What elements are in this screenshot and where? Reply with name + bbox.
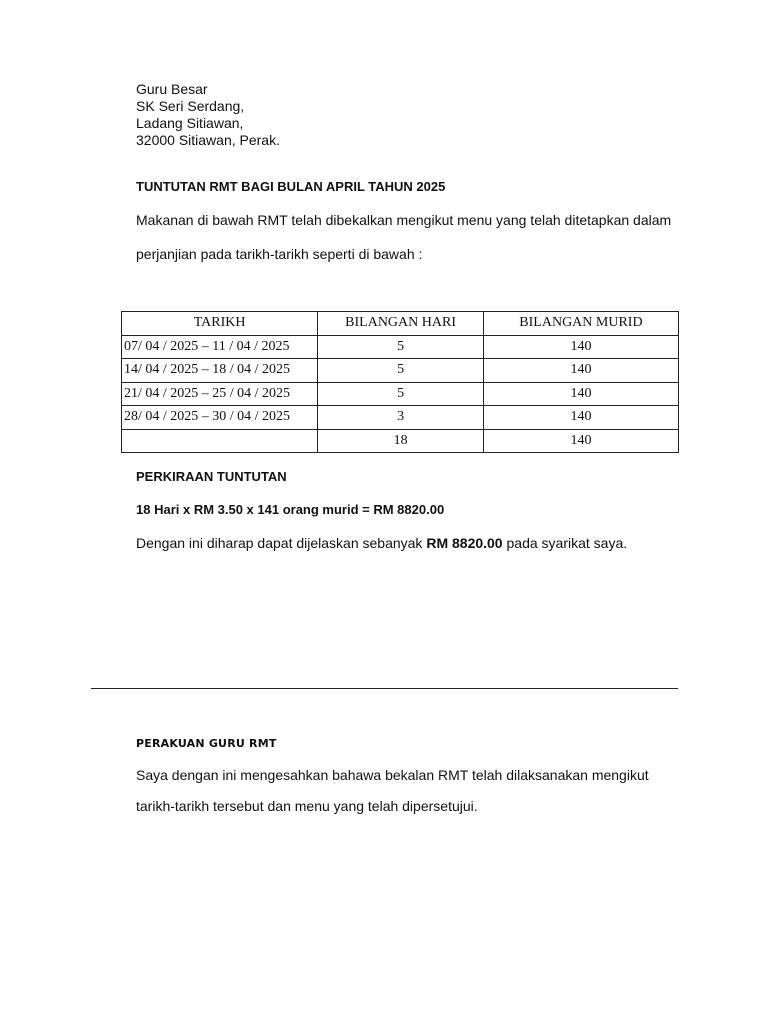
table-row xyxy=(122,359,679,383)
table-row xyxy=(122,382,679,406)
cell-tarikh: 14/ 04 / 2025 – 18 / 04 / 2025 xyxy=(122,359,318,383)
table-row xyxy=(122,335,679,359)
cell-tarikh: 21/ 04 / 2025 – 25 / 04 / 2025 xyxy=(122,382,318,406)
cell-bilangan-hari: 5 xyxy=(318,335,484,359)
table-row xyxy=(122,406,679,430)
perkiraan-heading: PERKIRAAN TUNTUTAN xyxy=(136,469,287,484)
cell-tarikh-empty xyxy=(122,429,318,453)
recipient-line-1: Guru Besar xyxy=(136,81,208,97)
perakuan-line-1: Saya dengan ini mengesahkan bahawa bekalan RMT telah dilaksanakan mengikut xyxy=(136,767,649,783)
cell-tarikh: 28/ 04 / 2025 – 30 / 04 / 2025 xyxy=(122,406,318,430)
section-divider xyxy=(91,688,678,689)
header-tarikh: TARIKH xyxy=(122,312,318,336)
letter-title: TUNTUTAN RMT BAGI BULAN APRIL TAHUN 2025 xyxy=(136,179,446,194)
payment-request-before: Dengan ini diharap dapat dijelaskan sebanyak xyxy=(136,535,427,551)
recipient-line-2: SK Seri Serdang, xyxy=(136,98,245,114)
cell-tarikh: 07/ 04 / 2025 – 11 / 04 / 2025 xyxy=(122,335,318,359)
table-total-row xyxy=(122,429,679,453)
recipient-address xyxy=(136,81,280,149)
intro-line-2: perjanjian pada tarikh-tarikh seperti di bawah : xyxy=(136,246,423,262)
cell-bilangan-hari: 5 xyxy=(318,359,484,383)
claim-table xyxy=(121,311,679,453)
perakuan-heading: PERAKUAN GURU RMT xyxy=(136,737,277,750)
payment-amount: RM 8820.00 xyxy=(426,535,503,551)
recipient-line-4: 32000 Sitiawan, Perak. xyxy=(136,132,280,148)
cell-bilangan-murid: 140 xyxy=(483,359,678,383)
perakuan-line-2: tarikh-tarikh tersebut dan menu yang telah dipersetujui. xyxy=(136,798,478,814)
cell-bilangan-murid: 140 xyxy=(483,335,678,359)
cell-bilangan-hari: 3 xyxy=(318,406,484,430)
cell-bilangan-murid: 140 xyxy=(483,382,678,406)
table-header-row xyxy=(122,312,679,336)
header-bilangan-hari: BILANGAN HARI xyxy=(318,312,484,336)
cell-total-hari: 18 xyxy=(318,429,484,453)
recipient-line-3: Ladang Sitiawan, xyxy=(136,115,244,131)
payment-request-after: pada syarikat saya. xyxy=(502,535,628,551)
cell-bilangan-hari: 5 xyxy=(318,382,484,406)
perkiraan-calculation: 18 Hari x RM 3.50 x 141 orang murid = RM 8820.00 xyxy=(136,502,445,517)
payment-request xyxy=(136,535,627,551)
cell-total-murid: 140 xyxy=(483,429,678,453)
cell-bilangan-murid: 140 xyxy=(483,406,678,430)
header-bilangan-murid: BILANGAN MURID xyxy=(483,312,678,336)
intro-line-1: Makanan di bawah RMT telah dibekalkan mengikut menu yang telah ditetapkan dalam xyxy=(136,212,672,228)
